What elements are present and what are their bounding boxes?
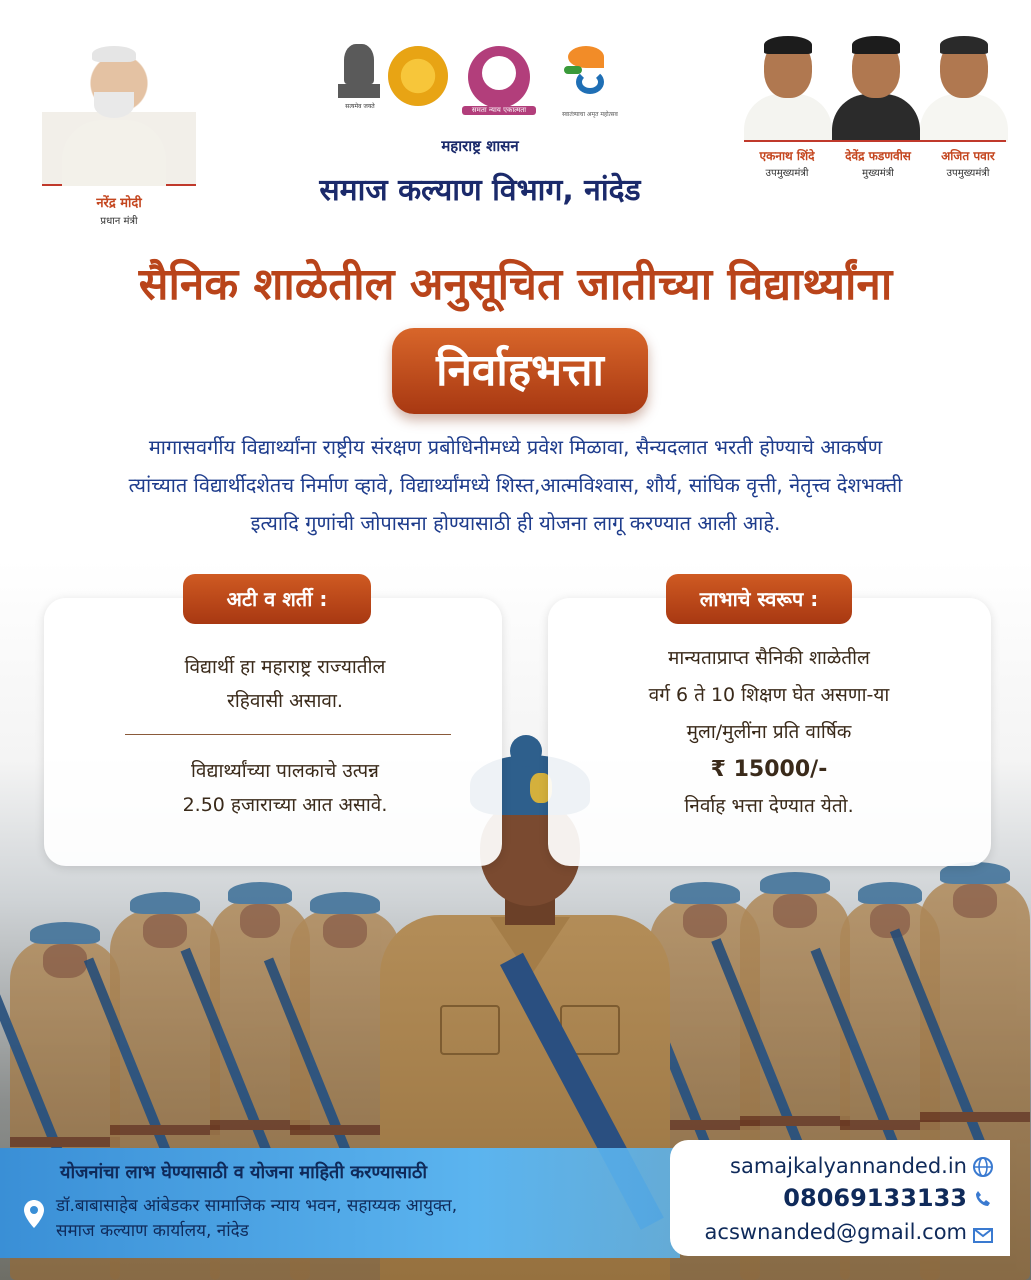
conditions-label: अटी व शर्ती : <box>183 574 371 624</box>
benefit-text <box>560 640 978 825</box>
condition-line: 2.50 हजाराच्या आत असावे. <box>182 794 388 816</box>
intro-line: इत्यादि गुणांची जोपासना होण्यासाठी ही योजना लागू करण्यात आली आहे. <box>250 511 781 535</box>
footer-heading: योजनांचा लाभ घेण्यासाठी व योजना माहिती करण्यासाठी <box>60 1162 428 1183</box>
condition-line: विद्यार्थ्यांच्या पालकाचे उत्पन्न <box>191 760 379 782</box>
minister-title: उपमुख्यमंत्री <box>765 168 809 179</box>
condition-line: रहिवासी असावा. <box>227 690 343 712</box>
department-title: समाज कल्याण विभाग, नांदेड <box>319 173 641 208</box>
azadi-caption: स्वातंत्र्याचा अमृत महोत्सव <box>562 111 618 118</box>
address-line: डॉ.बाबासाहेब आंबेडकर सामाजिक न्याय भवन, सहाय्यक आयुक्त, <box>56 1196 458 1216</box>
condition-item <box>100 754 470 822</box>
gov-label: महाराष्ट्र शासन <box>441 137 519 155</box>
benefit-line: मुला/मुलींना प्रति वार्षिक <box>686 721 852 743</box>
benefit-amount: ₹ 15000/- <box>710 757 828 782</box>
condition-line: विद्यार्थी हा महाराष्ट्र राज्यातील <box>184 656 386 678</box>
phone-icon <box>972 1188 994 1210</box>
azadi-logo-icon <box>554 46 624 118</box>
scheme-name-badge: निर्वाहभत्ता <box>392 328 648 414</box>
location-pin-icon <box>24 1200 44 1228</box>
benefit-line: मान्यताप्राप्त सैनिकी शाळेतील <box>668 647 870 669</box>
minister-title: मुख्यमंत्री <box>862 168 894 179</box>
scheme-title: सैनिक शाळेतील अनुसूचित जातीच्या विद्यार्थ्यांना <box>138 259 893 310</box>
ministers-divider <box>744 140 1006 142</box>
ashoka-caption: सत्यमेव जयते <box>345 103 375 110</box>
minister-name: अजित पवार <box>941 149 995 163</box>
mail-icon <box>972 1224 994 1246</box>
minister-name: देवेंद्र फडणवीस <box>845 149 911 163</box>
conditions-card <box>44 598 502 866</box>
globe-icon <box>972 1156 994 1178</box>
ashoka-emblem-icon <box>336 44 382 108</box>
benefits-label: लाभाचे स्वरूप : <box>666 574 852 624</box>
intro-line: मागासवर्गीय विद्यार्थ्यांना राष्ट्रीय संरक्षण प्रबोधिनीमध्ये प्रवेश मिळावा, सैन्यदलात भरती होण्याचे आकर्षण <box>148 435 883 459</box>
benefit-line: निर्वाह भत्ता देण्यात येतो. <box>684 795 854 817</box>
pm-photo <box>34 40 204 188</box>
pm-name: नरेंद्र मोदी <box>96 196 142 211</box>
emblem-row <box>330 40 630 120</box>
minister-title: उपमुख्यमंत्री <box>946 168 990 179</box>
minister-name: एकनाथ शिंदे <box>759 149 815 163</box>
intro-line: त्यांच्यात विद्यार्थीदशेतच निर्माण व्हावे, विद्यार्थ्यांमध्ये शिस्त,आत्मविश्वास, शौर्य, सांघिक वृत्ती, नेतृत्त्व देशभक्ती <box>128 473 903 497</box>
samata-caption: समता न्याय एकात्मता <box>462 106 536 115</box>
benefit-line: वर्ग 6 ते 10 शिक्षण घेत असणा-या <box>648 684 890 706</box>
email-link[interactable]: acswnanded@gmail.com <box>704 1220 967 1244</box>
condition-item <box>100 650 470 718</box>
scheme-intro <box>60 428 971 542</box>
pm-title: प्रधान मंत्री <box>100 216 138 227</box>
office-address <box>56 1194 616 1244</box>
maharashtra-seal-icon <box>388 46 448 106</box>
website-link[interactable]: samajkalyannanded.in <box>730 1154 967 1178</box>
address-line: समाज कल्याण कार्यालय, नांदेड <box>56 1221 249 1241</box>
conditions-divider <box>125 734 451 735</box>
phone-number[interactable]: 08069133133 <box>783 1184 967 1212</box>
samata-logo-icon <box>468 46 530 114</box>
